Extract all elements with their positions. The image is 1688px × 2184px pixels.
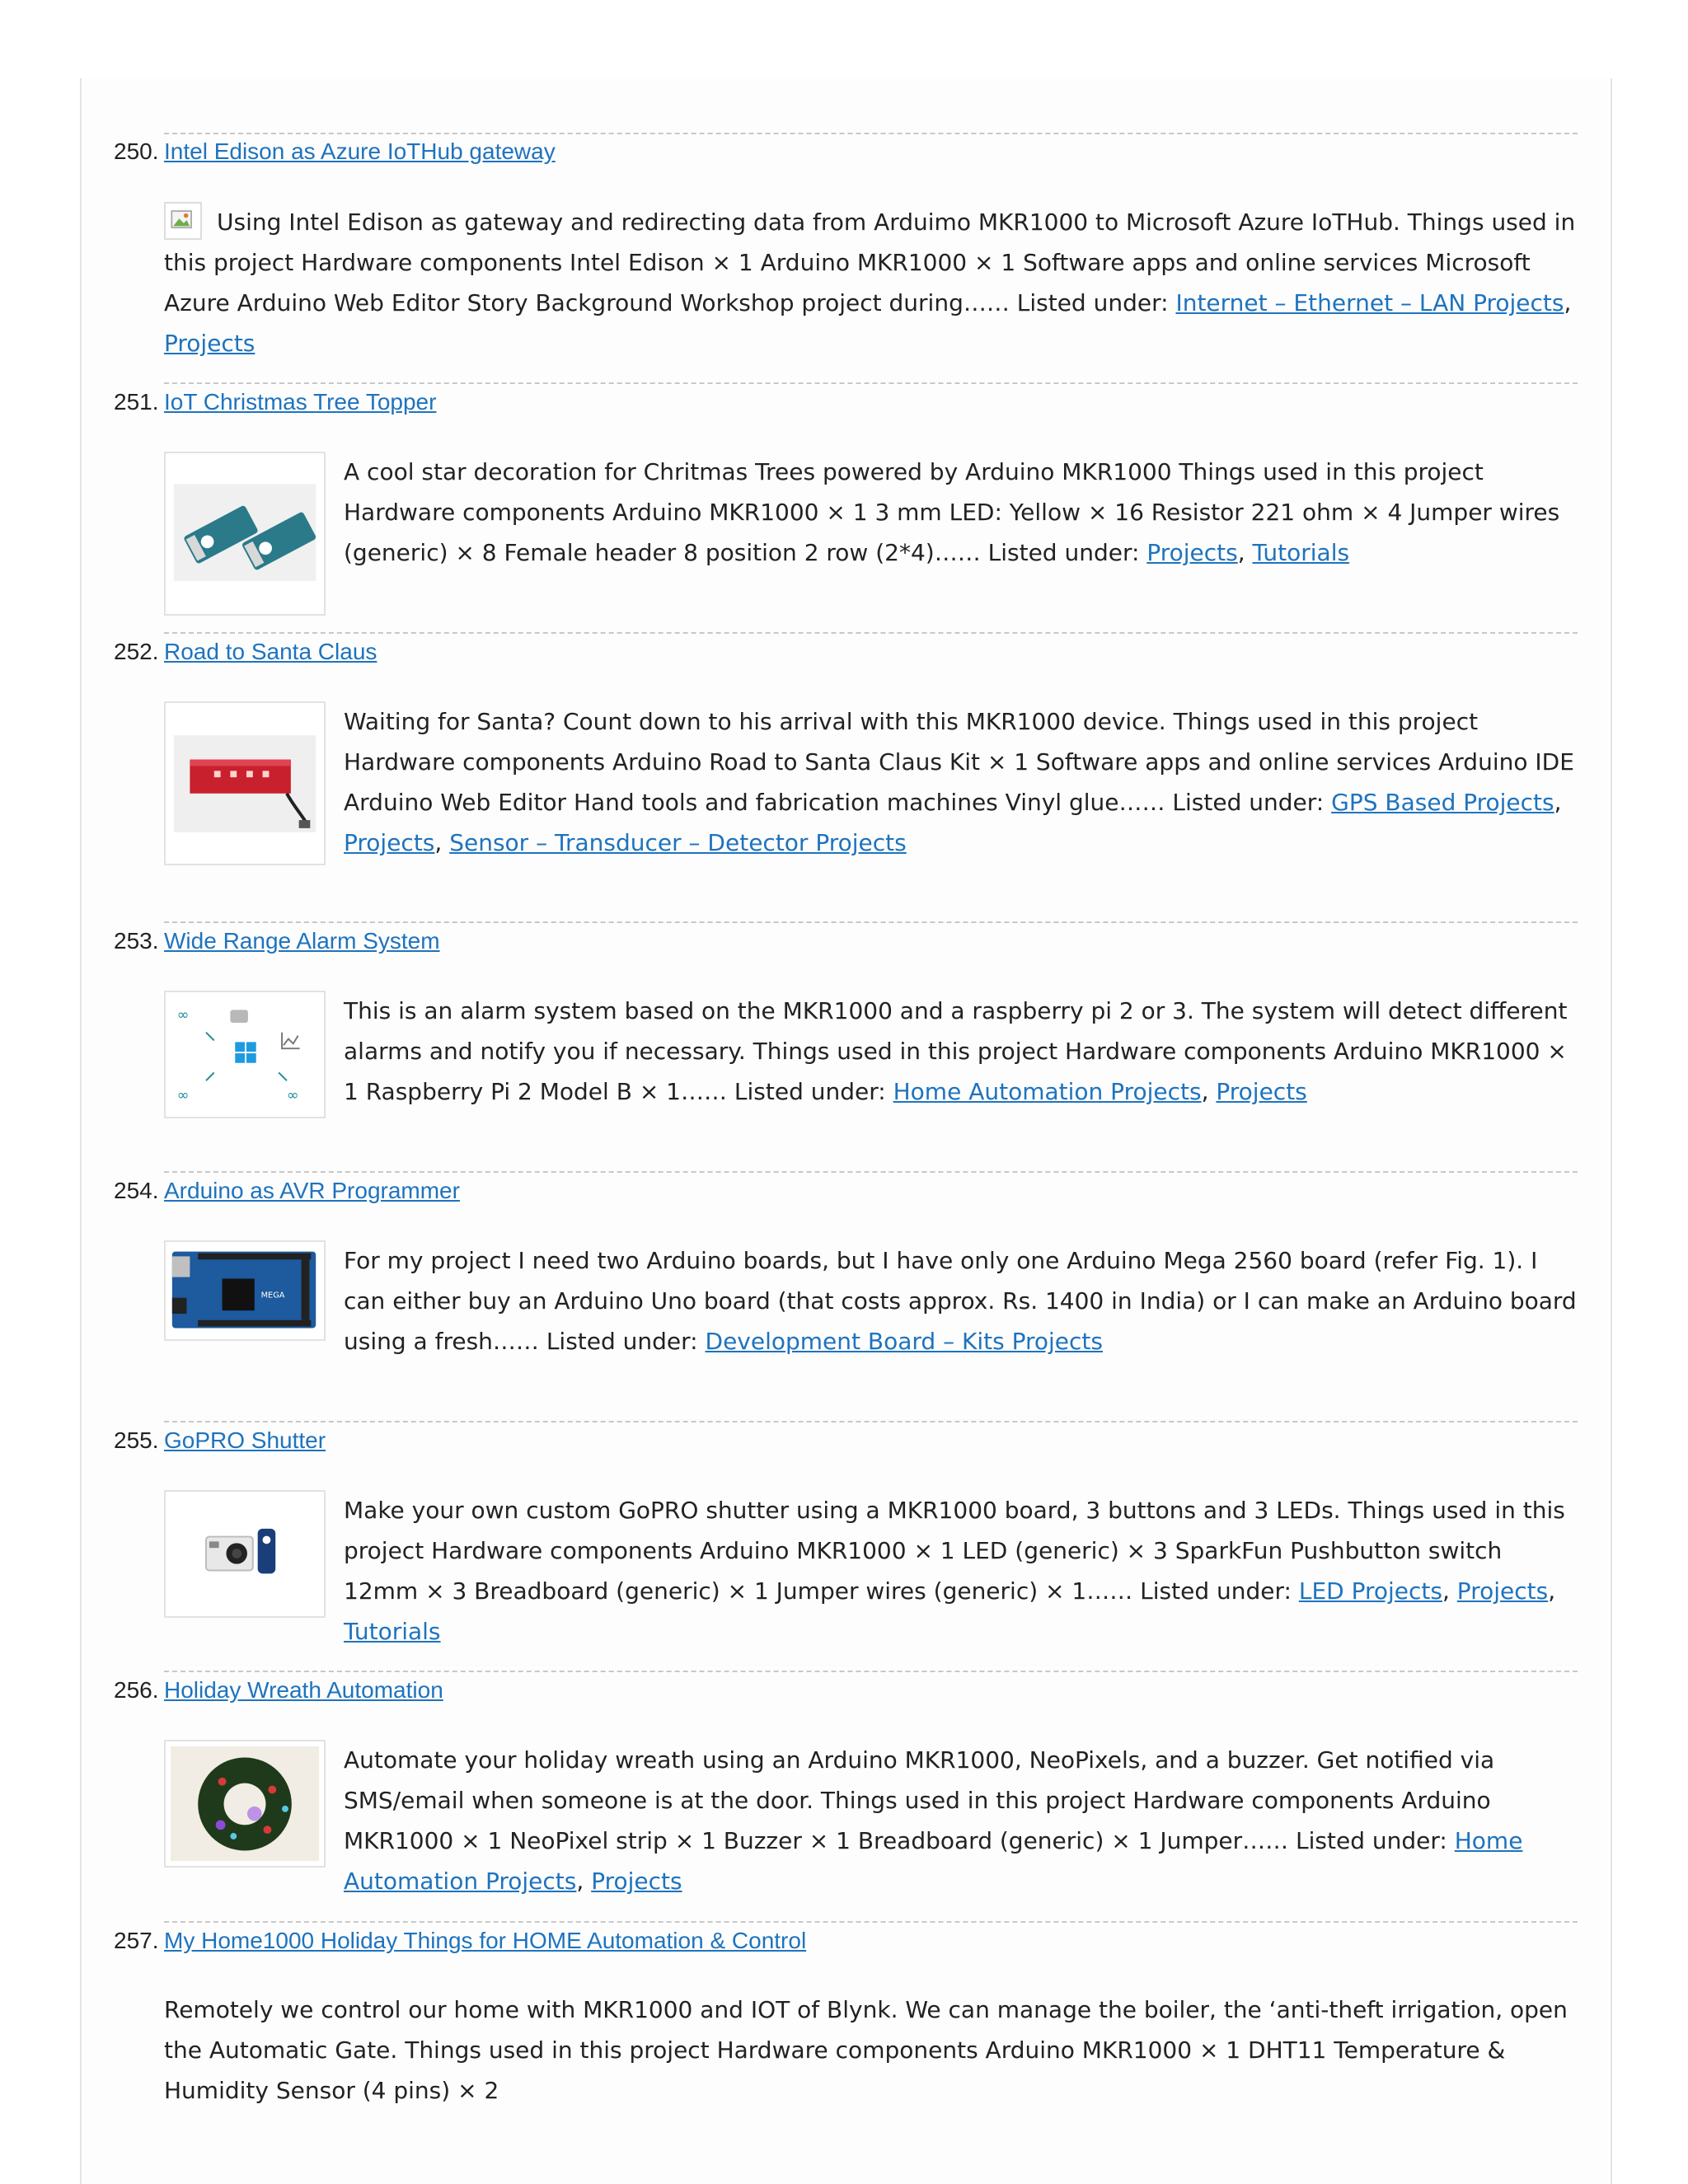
divider: [164, 133, 1578, 134]
item-number: 250.: [114, 138, 159, 164]
svg-text:∞: ∞: [176, 1007, 190, 1024]
divider: [164, 382, 1578, 384]
item-number: 251.: [114, 389, 159, 415]
description-text: Remotely we control our home with MKR1000 and IOT of Blynk. We can manage the boiler, the ‘anti-theft irrigation, open the Automatic Gate. Things used in this project Hardware components Arduino MKR1000 × 1 DHT11 Temperature & Humidity Sensor (4 pins) × 2: [164, 1996, 1568, 2104]
arduino-mega-image: [164, 1240, 326, 1341]
item-number: 254.: [114, 1178, 159, 1203]
category-link[interactable]: Projects: [344, 829, 435, 856]
gopro-image: [164, 1490, 326, 1618]
category-link[interactable]: Home Automation Projects: [893, 1078, 1202, 1105]
divider: [164, 921, 1578, 923]
project-description: Automate your holiday wreath using an Arduino MKR1000, NeoPixels, and a buzzer. Get notified via SMS/email when someone is at the door. Things used in this project Hardware components Arduino MKR1000 × 1 NeoPixel strip × 1 Buzzer × 1 Breadboard (generic) × 1 Jumper…… Listed under: Home Automation Projects, Projects: [344, 1746, 1523, 1895]
item-number: 256.: [114, 1677, 159, 1703]
red-device-image: [164, 701, 326, 865]
divider: [164, 1421, 1578, 1422]
category-link[interactable]: Projects: [164, 330, 256, 357]
project-title-link[interactable]: GoPRO Shutter: [164, 1427, 326, 1453]
project-title-link[interactable]: Wide Range Alarm System: [164, 928, 440, 954]
svg-text:∞: ∞: [286, 1087, 299, 1104]
project-description: [344, 1240, 1578, 1361]
listed-under-label: Listed under:: [1016, 289, 1169, 316]
project-title-link[interactable]: Road to Santa Claus: [164, 639, 377, 664]
listed-under-label: Listed under:: [987, 539, 1140, 566]
category-link[interactable]: Projects: [591, 1868, 682, 1895]
divider: [164, 1671, 1578, 1672]
category-link[interactable]: GPS Based Projects: [1331, 789, 1554, 816]
description-text: Automate your holiday wreath using an Arduino MKR1000, NeoPixels, and a buzzer. Get notified via SMS/email when someone is at the door. Things used in this project Hardware components Arduino MKR1000 × 1 NeoPixel strip × 1 Buzzer × 1 Breadboard (generic) × 1 Jumper……: [344, 1746, 1495, 1854]
project-description: [164, 1990, 1578, 2111]
description-text: For my project I need two Arduino boards, but I have only one Arduino Mega 2560 board (refer Fig. 1). I can either buy an Arduino Uno board (that costs approx. Rs. 1400 in India) or I can make an Arduino board using a fresh……: [344, 1247, 1577, 1355]
svg-text:∞: ∞: [176, 1087, 190, 1104]
wreath-image: [164, 1740, 326, 1868]
item-number: 253.: [114, 928, 159, 954]
project-description: Make your own custom GoPRO shutter using a MKR1000 board, 3 buttons and 3 LEDs. Things used in this project Hardware components Arduino MKR1000 × 1 LED (generic) × 3 SparkFun Pushbutton switch 12mm × 3 Breadboard (generic) × 1 Jumper wires (generic) × 1…… Listed under: LED Projects, Projects, Tutorials: [344, 1497, 1565, 1645]
project-description: A cool star decoration for Chritmas Trees powered by Arduino MKR1000 Things used in this project Hardware components Arduino MKR1000 × 1 3 mm LED: Yellow × 16 Resistor 221 ohm × 4 Jumper wires (generic) × 8 Female header 8 position 2 row (2*4)…… Listed under: Projects, Tutorials: [344, 458, 1560, 566]
description-text: A cool star decoration for Chritmas Trees powered by Arduino MKR1000 Things used in this project Hardware components Arduino MKR1000 × 1 3 mm LED: Yellow × 16 Resistor 221 ohm × 4 Jumper wires (generic) × 8 Female header 8 position 2 row (2*4)……: [344, 458, 1560, 566]
svg-text:MEGA: MEGA: [260, 1291, 285, 1301]
listed-under-label: Listed under:: [1140, 1577, 1292, 1605]
item-number: 257.: [114, 1928, 159, 1953]
category-link[interactable]: Tutorials: [1252, 539, 1350, 566]
description-text: Waiting for Santa? Count down to his arrival with this MKR1000 device. Things used in this project Hardware components Arduino Road to Santa Claus Kit × 1 Software apps and online services Arduino IDE Arduino Web Editor Hand tools and fabrication machines Vinyl glue……: [344, 708, 1574, 816]
category-link[interactable]: Projects: [1456, 1577, 1549, 1605]
project-description: This is an alarm system based on the MKR1000 and a raspberry pi 2 or 3. The system will detect different alarms and notify you if necessary. Things used in this project Hardware components Arduino MKR1000 × 1 Raspberry Pi 2 Model B × 1…… Listed under: Home Automation Projects, Projects: [344, 997, 1568, 1105]
divider: [164, 1171, 1578, 1173]
project-title-link[interactable]: IoT Christmas Tree Topper: [164, 389, 437, 415]
listed-under-label: Listed under:: [1172, 789, 1325, 816]
item-number: 255.: [114, 1427, 159, 1453]
category-link[interactable]: Internet – Ethernet – LAN Projects: [1175, 289, 1564, 316]
category-link[interactable]: Home Automation Projects: [344, 1827, 1523, 1895]
mkr1000-boards-image: [164, 452, 326, 616]
project-title-link[interactable]: Intel Edison as Azure IoTHub gateway: [164, 138, 556, 164]
category-link[interactable]: Development Board – Kits Projects: [705, 1328, 1103, 1355]
category-link[interactable]: LED Projects: [1298, 1577, 1442, 1605]
divider: [164, 1921, 1578, 1923]
project-title-link[interactable]: Holiday Wreath Automation: [164, 1677, 443, 1703]
category-link[interactable]: Sensor – Transducer – Detector Projects: [449, 829, 907, 856]
item-number: 252.: [114, 639, 159, 664]
alarm-diagram-image: [164, 991, 326, 1118]
category-link[interactable]: Projects: [1216, 1078, 1307, 1105]
project-title-link[interactable]: My Home1000 Holiday Things for HOME Automation & Control: [164, 1928, 807, 1953]
project-description: Waiting for Santa? Count down to his arrival with this MKR1000 device. Things used in this project Hardware components Arduino Road to Santa Claus Kit × 1 Software apps and online services Arduino IDE Arduino Web Editor Hand tools and fabrication machines Vinyl glue…… Listed under: GPS Based Projects, Projects, Sensor – Transducer – Detector Projects: [344, 708, 1574, 856]
project-description: Using Intel Edison as gateway and redirecting data from Arduimo MKR1000 to Microsoft Azure IoTHub. Things used in this project Hardware components Intel Edison × 1 Arduino MKR1000 × 1 Software apps and online services Microsoft Azure Arduino Web Editor Story Background Workshop project during…… Listed under: Internet – Ethernet – LAN Projects, Projects: [164, 209, 1576, 357]
description-text: This is an alarm system based on the MKR1000 and a raspberry pi 2 or 3. The system will detect different alarms and notify you if necessary. Things used in this project Hardware components Arduino MKR1000 × 1 Raspberry Pi 2 Model B × 1……: [344, 997, 1568, 1105]
description-text: Make your own custom GoPRO shutter using a MKR1000 board, 3 buttons and 3 LEDs. Things used in this project Hardware components Arduino MKR1000 × 1 LED (generic) × 3 SparkFun Pushbutton switch 12mm × 3 Breadboard (generic) × 1 Jumper wires (generic) × 1……: [344, 1497, 1565, 1605]
category-link[interactable]: Projects: [1146, 539, 1238, 566]
project-title-link[interactable]: Arduino as AVR Programmer: [164, 1178, 460, 1203]
listed-under-label: Listed under:: [546, 1328, 698, 1355]
listed-under-label: Listed under:: [734, 1078, 886, 1105]
category-link[interactable]: Tutorials: [344, 1618, 441, 1645]
description-text: Using Intel Edison as gateway and redirecting data from Arduimo MKR1000 to Microsoft Azure IoTHub. Things used in this project Hardware components Intel Edison × 1 Arduino MKR1000 × 1 Software apps and online services Microsoft Azure Arduino Web Editor Story Background Workshop project during……: [164, 209, 1576, 316]
divider: [164, 632, 1578, 634]
listed-under-label: Listed under:: [1296, 1827, 1447, 1854]
